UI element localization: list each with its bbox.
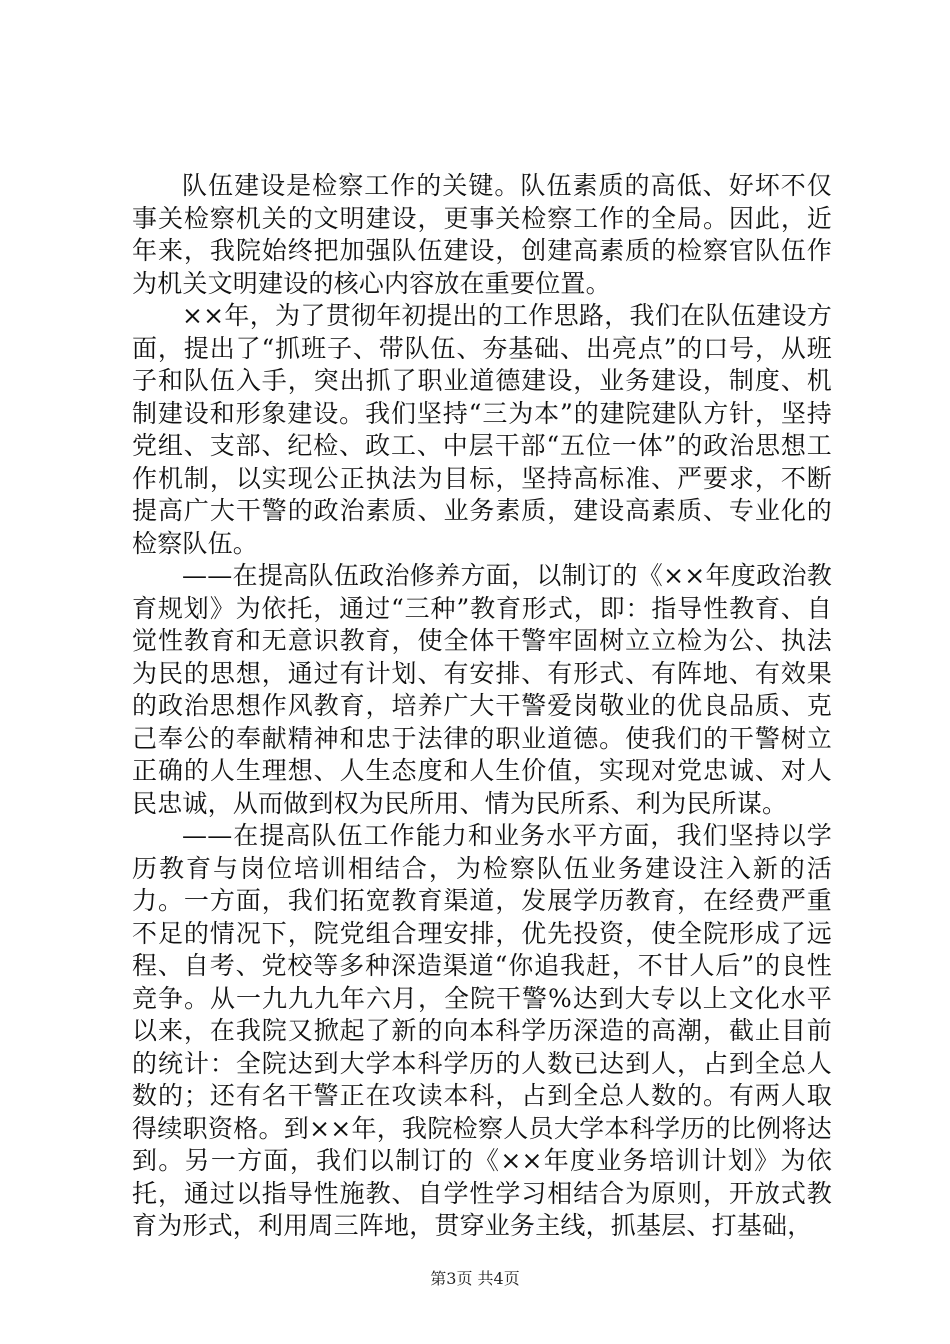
paragraph-3: ——在提高队伍政治修养方面，以制订的《××年度政治教育规划》为依托，通过“三种”教育形式，即：指导性教育、自觉性教育和无意识教育，使全体干警牢固树立立检为公、执法为民的思想，通过有计划、有安排、有形式、有阵地、有效果的政治思想作风教育，培养广大干警爱岗敬业的优良品质、克己奉公的奉献精神和忠于法律的职业道德。使我们的干警树立正确的人生理想、人生态度和人生价值，实现对党忠诚、对人民忠诚，从而做到权为民所用、情为民所系、利为民所谋。: [132, 561, 832, 818]
paragraph-2: ××年，为了贯彻年初提出的工作思路，我们在队伍建设方面，提出了“抓班子、带队伍、夯基础、出亮点”的口号，从班子和队伍入手，突出抓了职业道德建设，业务建设，制度、机制建设和形象建设。我们坚持“三为本”的建院建队方针，坚持党组、支部、纪检、政工、中层干部“五位一体”的政治思想工作机制，以实现公正执法为目标，坚持高标准、严要求，不断提高广大干警的政治素质、业务素质，建设高素质、专业化的检察队伍。: [132, 301, 832, 558]
page-footer: 第3页 共4页: [430, 1269, 520, 1288]
paragraph-1: 队伍建设是检察工作的关键。队伍素质的高低、好坏不仅事关检察机关的文明建设，更事关检察工作的全局。因此，近年来，我院始终把加强队伍建设，创建高素质的检察官队伍作为机关文明建设的核心内容放在重要位置。: [132, 171, 832, 298]
body-text: [132, 170, 832, 1243]
paragraph-4: ——在提高队伍工作能力和业务水平方面，我们坚持以学历教育与岗位培训相结合，为检察队伍业务建设注入新的活力。一方面，我们拓宽教育渠道，发展学历教育，在经费严重不足的情况下，院党组合理安排，优先投资，使全院形成了远程、自考、党校等多种深造渠道“你追我赶，不甘人后”的良性竞争。从一九九九年六月，全院干警%达到大专以上文化水平以来，在我院又掀起了新的向本科学历深造的高潮，截止目前的统计：全院达到大学本科学历的人数已达到人，占到全总人数的；还有名干警正在攻读本科，占到全总人数的。有两人取得续职资格。到××年，我院检察人员大学本科学历的比例将达到。另一方面，我们以制订的《××年度业务培训计划》为依托，通过以指导性施教、自学性学习相结合为原则，开放式教育为形式，利用周三阵地，贯穿业务主线，抓基层、打基础，: [132, 821, 832, 1240]
